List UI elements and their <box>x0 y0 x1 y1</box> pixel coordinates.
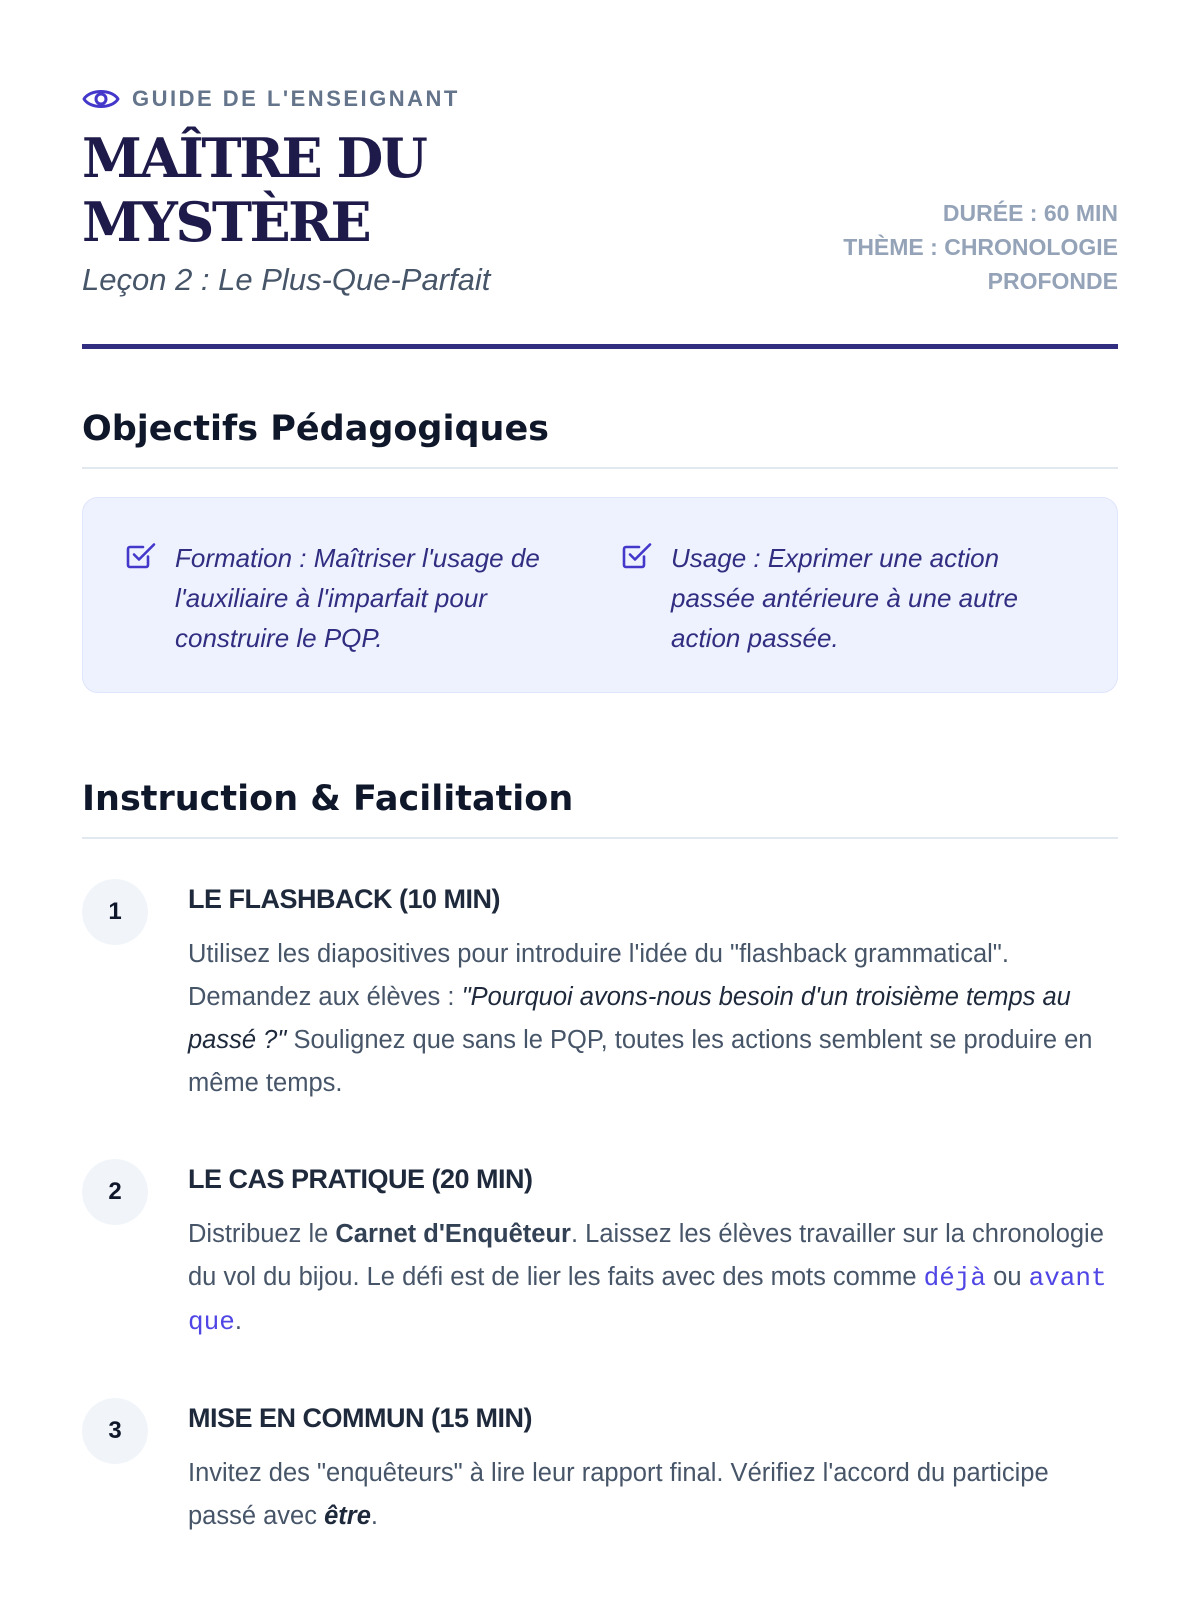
objectives-title: Objectifs Pédagogiques <box>82 407 1118 469</box>
keyword-code: déjà <box>923 1263 987 1293</box>
step-number: 2 <box>82 1159 148 1225</box>
objectives-box <box>82 497 1118 693</box>
step-text-part: Distribuez le <box>188 1220 336 1248</box>
step-text-part: ou <box>986 1263 1029 1291</box>
step-body <box>188 1159 1118 1344</box>
step-text-part: Invitez des "enquêteurs" à lire leur rapport final. Vérifiez l'accord du participe passé avec <box>188 1459 1049 1530</box>
keyword-code: avant que <box>188 1263 1107 1337</box>
objective-text: Usage : Exprimer une action passée antérieure à une autre action passée. <box>671 543 1018 653</box>
step-item <box>82 1159 1118 1344</box>
instruction-title: Instruction & Facilitation <box>82 777 1118 839</box>
step-text-part: . <box>370 1502 378 1530</box>
objective-text: Formation : Maîtriser l'usage de l'auxiliaire à l'imparfait pour construire le PQP. <box>175 543 540 653</box>
header <box>82 126 1118 300</box>
duration-label: DURÉE : 60 MIN <box>942 200 1118 226</box>
step-title: LE CAS PRATIQUE (20 MIN) <box>188 1164 533 1194</box>
objective-item <box>125 538 581 692</box>
header-divider <box>82 344 1118 349</box>
lesson-meta <box>715 196 1118 300</box>
step-text-part: . <box>234 1307 242 1335</box>
objective-item <box>621 538 1077 692</box>
step-item <box>82 879 1118 1105</box>
step-text <box>188 933 1118 1105</box>
step-number: 1 <box>82 879 148 945</box>
step-number: 3 <box>82 1398 148 1464</box>
step-emphasis: être <box>324 1502 371 1530</box>
check-square-icon <box>125 540 157 692</box>
step-emphasis: Carnet d'Enquêteur <box>335 1220 571 1248</box>
eyebrow-label: GUIDE DE L'ENSEIGNANT <box>132 86 460 111</box>
eye-icon <box>82 86 120 112</box>
step-title: MISE EN COMMUN (15 MIN) <box>188 1403 533 1433</box>
title-block <box>82 126 715 300</box>
steps-list <box>82 879 1118 1538</box>
step-text-part: Utilisez les diapositives pour introduire l'idée du "flashback grammatical". Demandez aux élèves : <box>188 940 1009 1011</box>
eyebrow <box>82 84 1118 114</box>
step-text <box>188 1452 1118 1538</box>
step-text-part: . Laissez les élèves travailler sur la chronologie du vol du bijou. Le défi est de lier les faits avec des mots comme <box>188 1220 1104 1291</box>
step-item <box>82 1398 1118 1538</box>
check-square-icon <box>621 540 653 692</box>
theme-label: THÈME : CHRONOLOGIE PROFONDE <box>843 234 1118 294</box>
page-title: MAÎTRE DU MYSTÈRE <box>82 126 426 254</box>
step-text-part: Soulignez que sans le PQP, toutes les actions semblent se produire en même temps. <box>188 1026 1093 1097</box>
step-quote: "Pourquoi avons-nous besoin d'un troisième temps au passé ?" <box>188 983 1071 1054</box>
step-body <box>188 879 1118 1105</box>
step-body <box>188 1398 1118 1538</box>
step-text <box>188 1213 1118 1344</box>
step-title: LE FLASHBACK (10 MIN) <box>188 884 500 914</box>
page-subtitle: Leçon 2 : Le Plus-Que-Parfait <box>82 262 491 297</box>
